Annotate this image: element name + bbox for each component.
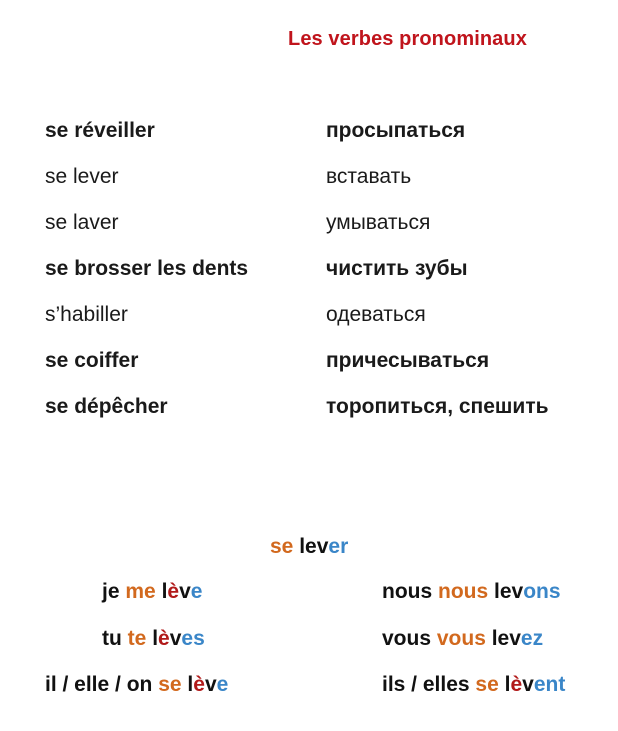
conjugation-form (382, 580, 561, 604)
accent-letter: è (167, 580, 180, 603)
subject-pronoun: il / elle / on (45, 673, 153, 696)
verb-stem: v (179, 580, 191, 603)
vocab-row (0, 395, 618, 425)
vocab-russian: причесываться (326, 349, 490, 372)
verb-stem: lev (491, 627, 521, 650)
verb-stem: l (187, 673, 194, 696)
vocab-russian: чистить зубы (326, 257, 468, 280)
conjugation-form (102, 580, 202, 604)
vocab-french: se brosser les dents (45, 257, 249, 280)
subject-pronoun: ils / elles (382, 673, 470, 696)
subject-pronoun: tu (102, 627, 122, 650)
vocab-french: s’habiller (45, 303, 128, 326)
verb-stem: l (161, 580, 168, 603)
conjugation-form (382, 673, 565, 697)
verb-stem: l (152, 627, 159, 650)
reflexive-pronoun: se (475, 673, 499, 696)
vocab-row (0, 119, 618, 149)
vocab-russian: умываться (326, 211, 431, 234)
vocab-russian: просыпаться (326, 119, 466, 142)
vocab-row (0, 165, 618, 195)
vocab-row (0, 349, 618, 379)
vocab-russian: одеваться (326, 303, 426, 326)
verb-stem: v (204, 673, 217, 696)
vocab-russian: торопиться, спешить (326, 395, 549, 418)
reflexive-pronoun: vous (436, 627, 486, 650)
page-title: Les verbes pronominaux (288, 28, 527, 50)
conjugation-form (102, 627, 205, 651)
verb-ending: er (328, 535, 349, 558)
verb-ending: e (190, 580, 203, 603)
conjugation-infinitive (270, 535, 348, 559)
reflexive-pronoun: nous (438, 580, 489, 603)
vocab-russian: вставать (326, 165, 412, 188)
accent-letter: è (158, 627, 170, 650)
reflexive-pronoun: te (127, 627, 147, 650)
verb-stem: v (522, 673, 534, 696)
verb-stem: lev (299, 535, 329, 558)
subject-pronoun: nous (382, 580, 433, 603)
verb-ending: ons (523, 580, 561, 603)
verb-ending: es (181, 627, 205, 650)
verb-stem: lev (494, 580, 524, 603)
accent-letter: è (193, 673, 205, 696)
vocab-french: se réveiller (45, 119, 155, 142)
subject-pronoun: vous (382, 627, 432, 650)
vocab-french: se lever (45, 165, 119, 188)
vocab-french: se coiffer (45, 349, 139, 372)
vocab-row (0, 303, 618, 333)
conjugation-form (382, 627, 543, 651)
verb-ending: ez (520, 627, 544, 650)
vocab-french: se dépêcher (45, 395, 168, 418)
accent-letter: è (510, 673, 523, 696)
subject-pronoun: je (102, 580, 120, 603)
reflexive-pronoun: me (125, 580, 156, 603)
verb-stem: l (504, 673, 511, 696)
vocab-row (0, 211, 618, 241)
reflexive-pronoun: se (270, 535, 294, 558)
verb-ending: ent (533, 673, 566, 696)
vocab-french: se laver (45, 211, 119, 234)
verb-ending: e (216, 673, 229, 696)
reflexive-pronoun: se (158, 673, 182, 696)
conjugation-form (45, 673, 228, 697)
verb-stem: v (169, 627, 182, 650)
vocab-row (0, 257, 618, 287)
